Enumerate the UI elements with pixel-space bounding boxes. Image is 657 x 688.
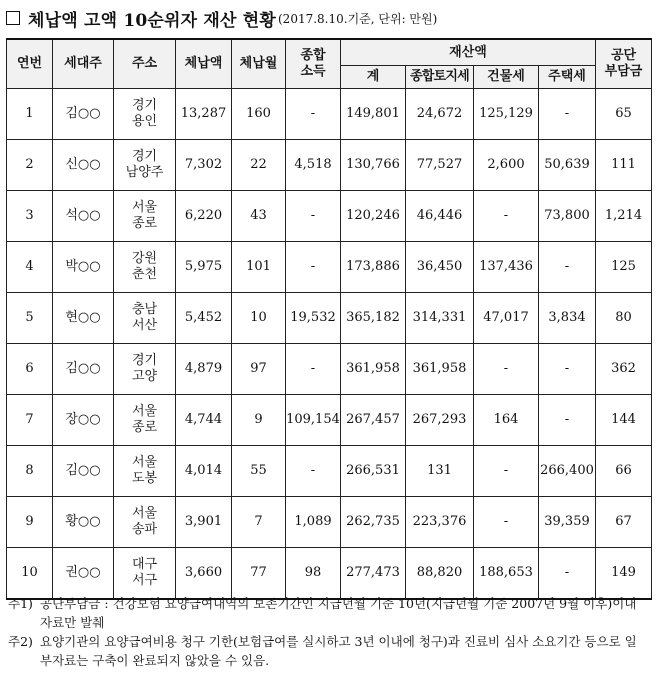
address-line-2: 서구 [131,572,158,588]
cell-months: 10 [232,293,286,344]
cell-total: 120,246 [341,191,406,242]
cell-land: 88,820 [406,548,474,599]
address-line-1: 서울 [131,404,158,419]
cell-address [114,140,176,191]
address-line-2: 남양주 [125,165,164,180]
cell-house: - [539,344,596,395]
cell-building: - [474,191,539,242]
table-row [7,497,652,548]
cell-total: 173,886 [341,242,406,293]
address-line-1: 경기 [131,149,158,164]
header-building: 건물세 [474,66,539,89]
cell-land: 361,958 [406,344,474,395]
cell-share: 65 [596,89,652,140]
cell-building: 125,129 [474,89,539,140]
header-land: 종합토지세 [406,66,474,89]
cell-address [114,344,176,395]
address-line-1: 경기 [131,353,158,368]
address-line-2: 도봉 [131,471,158,486]
cell-arrears: 7,302 [176,140,232,191]
cell-building: 137,436 [474,242,539,293]
cell-no: 2 [7,140,53,191]
cell-total: 277,473 [341,548,406,599]
cell-income: - [286,446,341,497]
header-house: 주택세 [539,66,596,89]
cell-months: 97 [232,344,286,395]
title-subtitle: (2017.8.10.기준, 단위: 만원) [278,11,438,26]
address-line-2: 춘천 [131,267,158,282]
address-line-1: 강원 [131,251,158,266]
cell-address [114,446,176,497]
cell-share: 1,214 [596,191,652,242]
cell-land: 46,446 [406,191,474,242]
cell-total: 149,801 [341,89,406,140]
cell-months: 77 [232,548,286,599]
cell-land: 24,672 [406,89,474,140]
cell-building: - [474,497,539,548]
address-line-1: 서울 [131,506,158,521]
arrears-table [6,38,652,600]
cell-name: 신○○ [53,140,114,191]
cell-land: 267,293 [406,395,474,446]
table-row [7,242,652,293]
cell-total: 361,958 [341,344,406,395]
cell-land: 36,450 [406,242,474,293]
cell-income: 1,089 [286,497,341,548]
cell-arrears: 5,452 [176,293,232,344]
cell-address [114,242,176,293]
footnote-2 [8,632,648,670]
cell-share: 149 [596,548,652,599]
table-row [7,140,652,191]
address-line-1: 서울 [131,200,158,215]
cell-land: 223,376 [406,497,474,548]
cell-no: 9 [7,497,53,548]
cell-months: 101 [232,242,286,293]
table-row [7,446,652,497]
cell-house: - [539,548,596,599]
cell-address [114,89,176,140]
cell-name: 현○○ [53,293,114,344]
address-line-1: 대구 [131,556,158,572]
cell-no: 3 [7,191,53,242]
cell-total: 267,457 [341,395,406,446]
cell-name: 장○○ [53,395,114,446]
header-no: 연번 [7,39,53,89]
address-line-2: 서산 [131,318,158,333]
cell-address [114,497,176,548]
footnote-text: 공단부담금 : 건강보험 요양급여내역의 보존기간인 지급년월 기준 10년(지급년월 기준 2007년 9월 이후)이내 자료만 발췌 [40,596,637,630]
header-total: 계 [341,66,406,89]
address-line-1: 충남 [131,302,158,317]
address-line-2: 종로 [131,420,158,435]
cell-no: 5 [7,293,53,344]
cell-building: 188,653 [474,548,539,599]
header-income: 종합 소득 [286,39,341,89]
footnote-mark: 주2) [8,634,33,649]
header-name: 세대주 [53,39,114,89]
cell-arrears: 3,901 [176,497,232,548]
cell-no: 4 [7,242,53,293]
cell-arrears: 13,287 [176,89,232,140]
cell-house: 50,639 [539,140,596,191]
header-property: 재산액 [341,39,596,66]
cell-income: 98 [286,548,341,599]
table-row [7,344,652,395]
cell-arrears: 6,220 [176,191,232,242]
cell-arrears: 5,975 [176,242,232,293]
footnotes [8,594,648,670]
cell-land: 131 [406,446,474,497]
cell-income: - [286,344,341,395]
cell-building: 2,600 [474,140,539,191]
cell-no: 8 [7,446,53,497]
cell-income: - [286,89,341,140]
cell-months: 160 [232,89,286,140]
cell-share: 144 [596,395,652,446]
cell-building: - [474,446,539,497]
cell-name: 권○○ [53,548,114,599]
title-main: 체납액 고액 10순위자 재산 현황 [28,10,276,31]
cell-address [114,293,176,344]
cell-building: 164 [474,395,539,446]
address-line-2: 종로 [131,216,158,231]
table-row [7,191,652,242]
cell-income: - [286,191,341,242]
cell-no: 6 [7,344,53,395]
cell-months: 43 [232,191,286,242]
checkbox-square-icon [6,11,20,25]
cell-income: 4,518 [286,140,341,191]
footnote-text: 요양기관의 요양급여비용 청구 기한(보험급여를 실시하고 3년 이내에 청구)과 진료비 심사 소요기간 등으로 일부자료는 구축이 완료되지 않았을 수 있음. [40,634,637,668]
header-share: 공단 부담금 [596,39,652,89]
cell-months: 7 [232,497,286,548]
cell-address [114,395,176,446]
footnote-mark: 주1) [8,596,33,611]
cell-no: 10 [7,548,53,599]
address-line-1: 서울 [131,455,158,470]
cell-arrears: 4,014 [176,446,232,497]
cell-land: 77,527 [406,140,474,191]
header-address: 주소 [114,39,176,89]
cell-house: - [539,89,596,140]
cell-months: 55 [232,446,286,497]
cell-income: 109,154 [286,395,341,446]
cell-total: 266,531 [341,446,406,497]
cell-share: 80 [596,293,652,344]
cell-address [114,548,176,599]
table-row [7,548,652,599]
cell-share: 362 [596,344,652,395]
table-row [7,293,652,344]
address-line-2: 고양 [131,369,158,384]
cell-income: 19,532 [286,293,341,344]
cell-address [114,191,176,242]
cell-total: 262,735 [341,497,406,548]
cell-arrears: 4,879 [176,344,232,395]
cell-building: 47,017 [474,293,539,344]
cell-name: 김○○ [53,344,114,395]
cell-house: 3,834 [539,293,596,344]
cell-no: 7 [7,395,53,446]
cell-share: 67 [596,497,652,548]
cell-total: 365,182 [341,293,406,344]
footnote-1 [8,594,648,632]
cell-arrears: 3,660 [176,548,232,599]
cell-name: 황○○ [53,497,114,548]
address-line-2: 용인 [131,114,158,129]
cell-name: 석○○ [53,191,114,242]
cell-no: 1 [7,89,53,140]
address-line-1: 경기 [131,98,158,113]
cell-name: 김○○ [53,446,114,497]
table-row [7,395,652,446]
cell-income: - [286,242,341,293]
cell-name: 박○○ [53,242,114,293]
cell-house: - [539,395,596,446]
cell-house: 266,400 [539,446,596,497]
cell-total: 130,766 [341,140,406,191]
cell-share: 111 [596,140,652,191]
cell-building: - [474,344,539,395]
cell-house: - [539,242,596,293]
cell-arrears: 4,744 [176,395,232,446]
header-months: 체납월 [232,39,286,89]
table-row [7,89,652,140]
cell-months: 22 [232,140,286,191]
document-title [6,6,437,30]
cell-months: 9 [232,395,286,446]
cell-house: 73,800 [539,191,596,242]
cell-house: 39,359 [539,497,596,548]
cell-name: 김○○ [53,89,114,140]
cell-share: 66 [596,446,652,497]
address-line-2: 송파 [131,522,158,537]
header-arrears: 체납액 [176,39,232,89]
table-body [7,89,652,599]
cell-land: 314,331 [406,293,474,344]
cell-share: 125 [596,242,652,293]
